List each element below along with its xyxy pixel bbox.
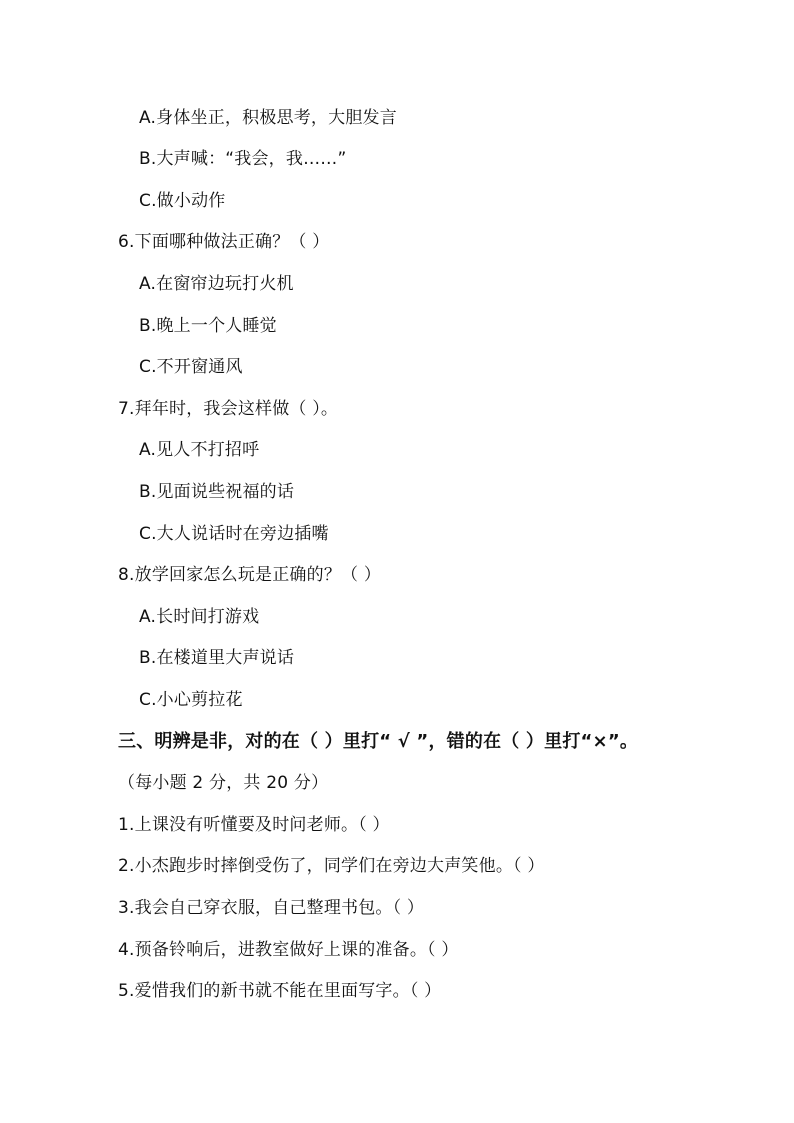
q6-option-c: C.不开窗通风	[139, 357, 243, 377]
q6-option-a: A.在窗帘边玩打火机	[139, 274, 294, 294]
section-3-score-note: （每小题 2 分，共 20 分）	[118, 773, 329, 793]
q8-option-a: A.长时间打游戏	[139, 607, 260, 627]
q5-option-a: A.身体坐正，积极思考，大胆发言	[139, 108, 397, 128]
section-3-title: 三、明辨是非，对的在（ ）里打“ √ ”，错的在（ ）里打“×”。	[118, 731, 639, 752]
judge-item-1: 1.上课没有听懂要及时问老师。（ ）	[118, 815, 390, 835]
q7-option-c: C.大人说话时在旁边插嘴	[139, 524, 329, 544]
q6-stem: 6.下面哪种做法正确？（ ）	[118, 232, 330, 252]
judge-item-4: 4.预备铃响后，进教室做好上课的准备。（ ）	[118, 940, 459, 960]
judge-item-3: 3.我会自己穿衣服，自己整理书包。（ ）	[118, 898, 425, 918]
q8-stem: 8.放学回家怎么玩是正确的？（ ）	[118, 565, 382, 585]
judge-item-5: 5.爱惜我们的新书就不能在里面写字。（ ）	[118, 981, 442, 1001]
q7-stem: 7.拜年时，我会这样做（ ）。	[118, 399, 339, 419]
q7-option-a: A.见人不打招呼	[139, 440, 260, 460]
q8-option-b: B.在楼道里大声说话	[139, 648, 295, 668]
judge-item-2: 2.小杰跑步时摔倒受伤了，同学们在旁边大声笑他。（ ）	[118, 856, 545, 876]
q5-option-c: C.做小动作	[139, 191, 226, 211]
q5-option-b: B.大声喊：“我会，我……”	[139, 149, 347, 169]
q6-option-b: B.晚上一个人睡觉	[139, 316, 277, 336]
q8-option-c: C.小心剪拉花	[139, 690, 243, 710]
q7-option-b: B.见面说些祝福的话	[139, 482, 295, 502]
